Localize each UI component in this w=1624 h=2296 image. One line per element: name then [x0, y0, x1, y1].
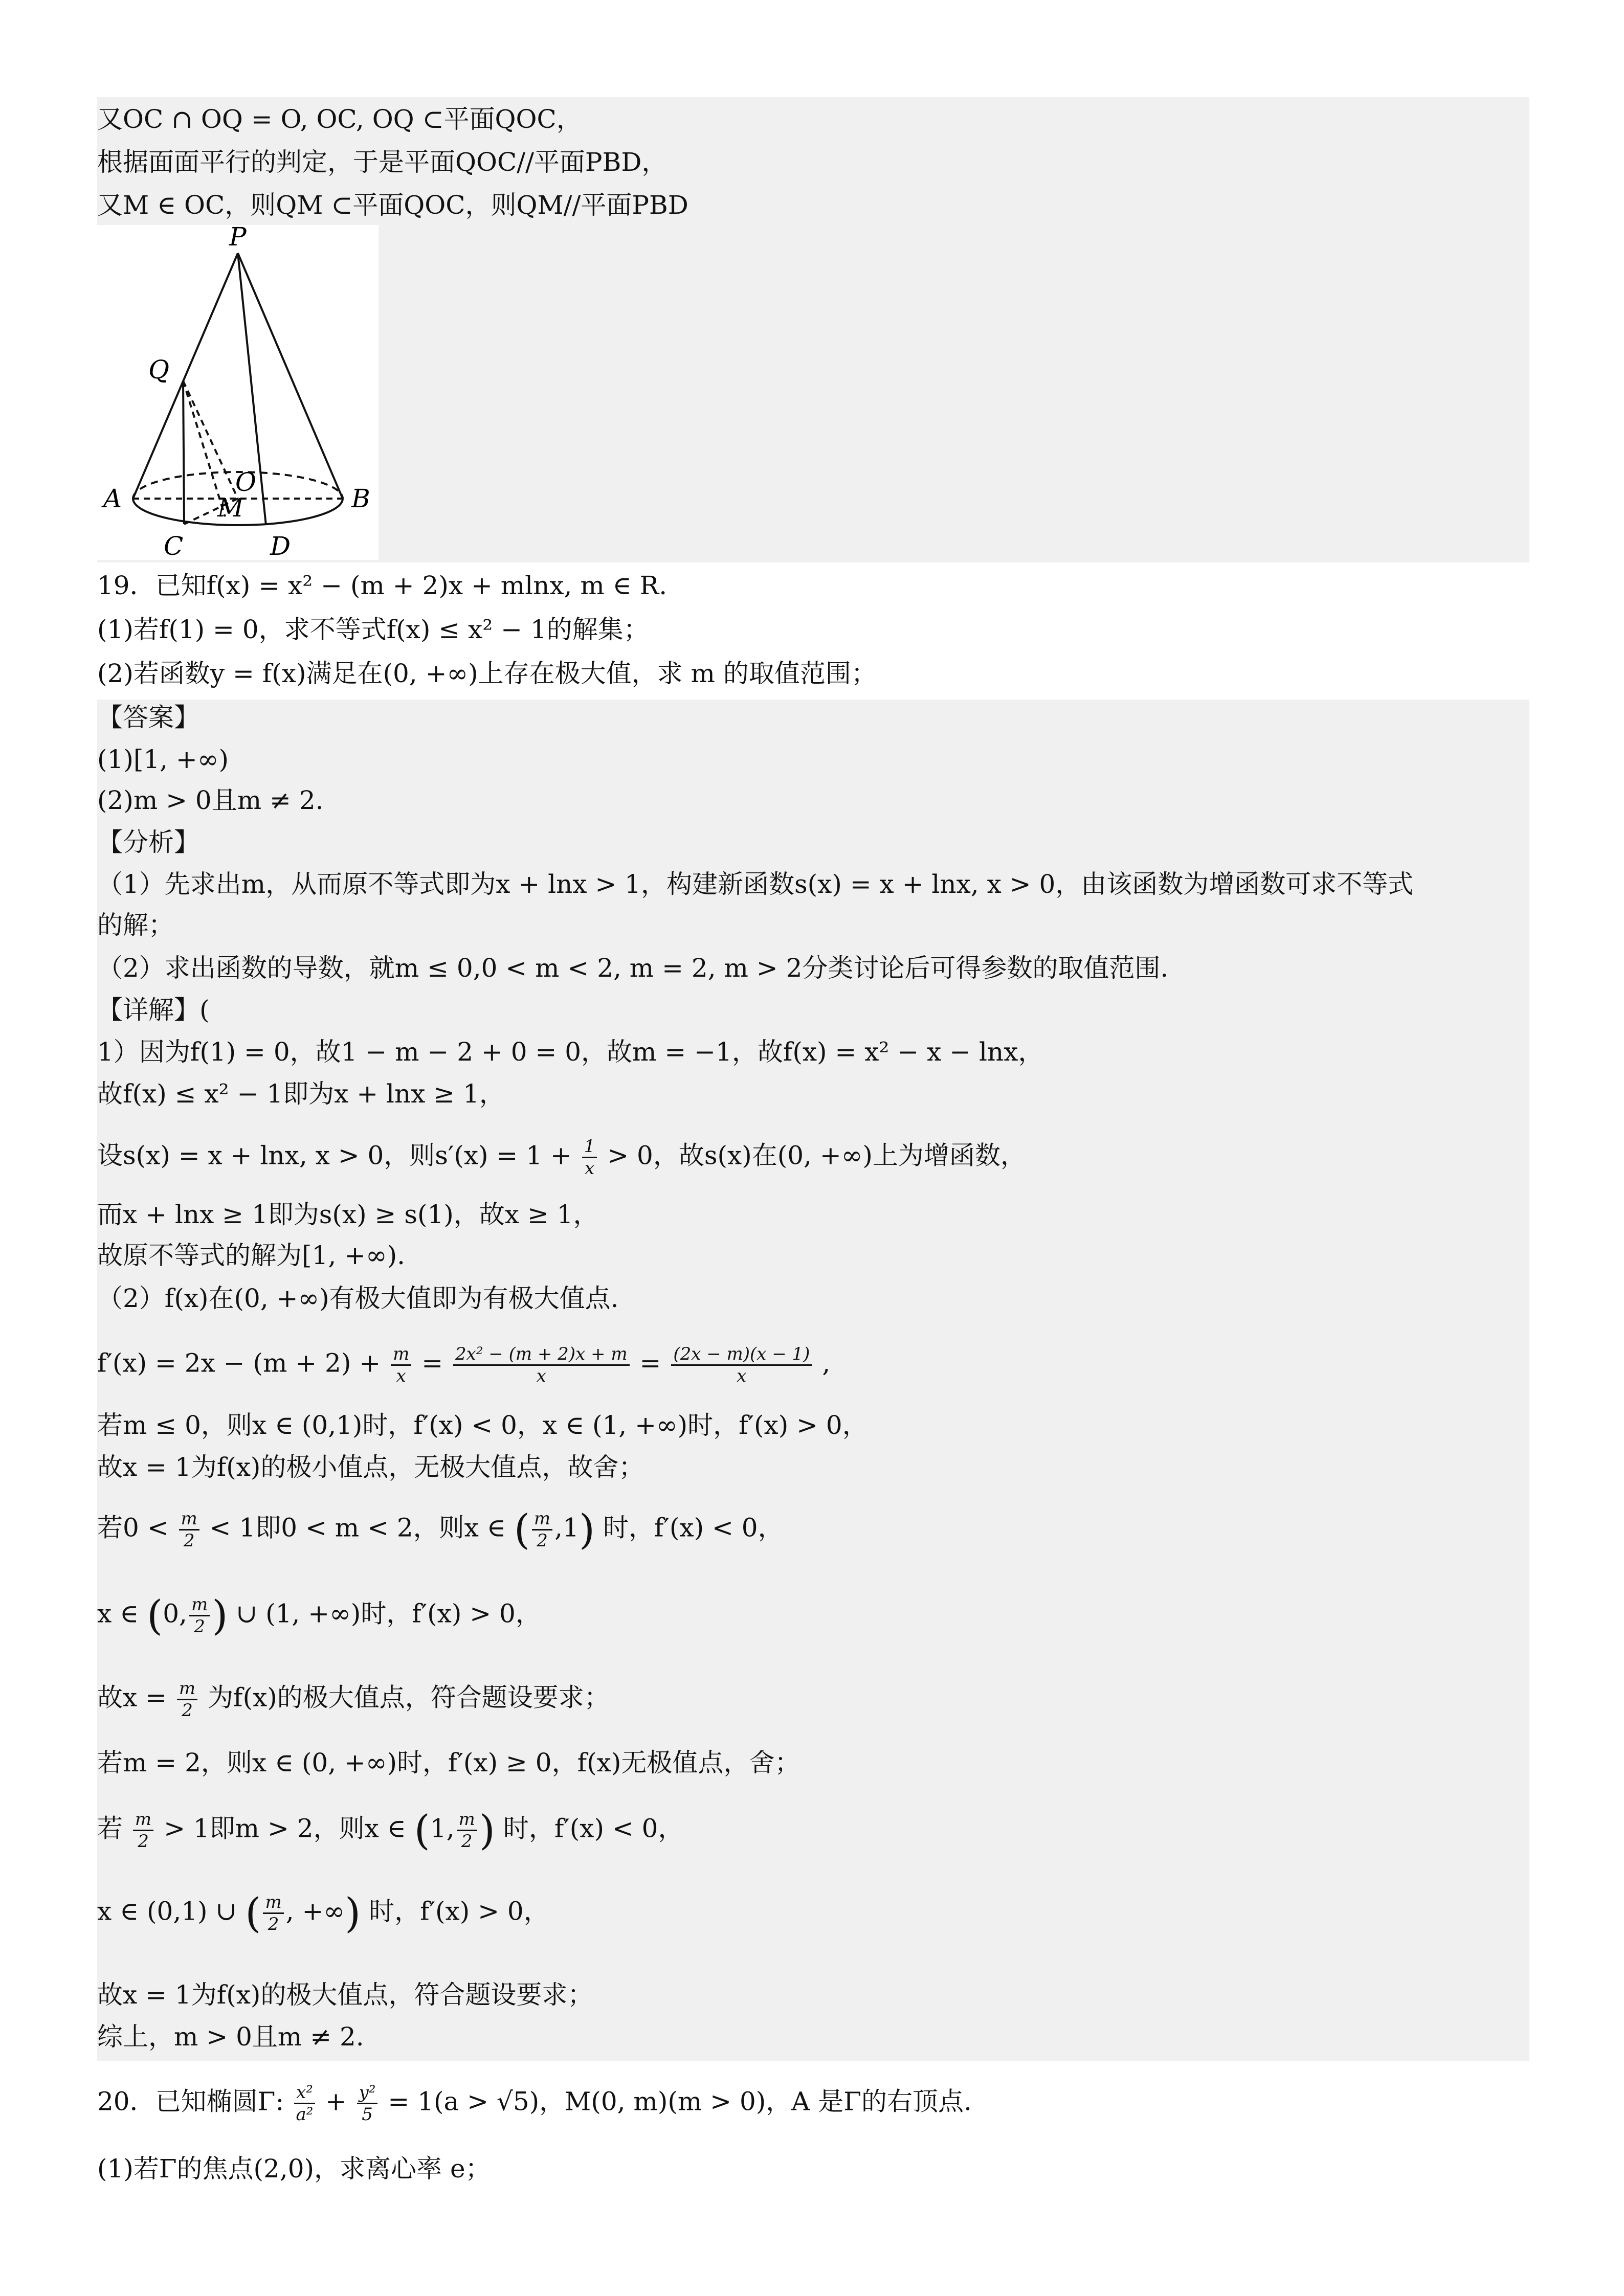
analysis-1b: 的解； [97, 910, 174, 940]
analysis-title: 【分析】 [97, 827, 199, 857]
fraction-m-over-x: $\frac{m}{x}$ [391, 1344, 411, 1386]
detail-2: 故f(x) ≤ x² − 1即为x + lnx ≥ 1， [97, 1079, 505, 1109]
label-M: M [217, 493, 244, 523]
detail-8: 若m ≤ 0，则x ∈ (0,1)时，f′(x) < 0，x ∈ (1, +∞)时，f′(x) > 0， [97, 1410, 868, 1440]
fraction-derivative-expanded: $\frac{\text{2x² − (m + 2)x + m}}{x}$ [453, 1344, 630, 1386]
detail-14: 若 $\frac{m}{2}$ > 1即m > 2，则x ∈ (1, $\frac{m}{2}$ ) 时，f′(x) < 0， [97, 1806, 684, 1854]
detail-10: 若0 < $\frac{m}{2}$ < 1即0 < m < 2，则x ∈ ( $\frac{m}{2}$ ,1) 时，f′(x) < 0， [97, 1505, 784, 1554]
detail-6: （2）f(x)在(0, +∞)有极大值即为有极大值点. [97, 1284, 619, 1313]
detail-3-b: > 0，故s(x)在(0, +∞)上为增函数， [607, 1140, 1026, 1170]
q20-stem: 20．已知椭圆Γ: $\frac{\text{x²}}{\text{a²}}$ + $\frac{\text{y²}}{5}$ = 1(a > √5)，M(0, m)(m > 0)，A 是Γ的右顶点. [97, 2082, 972, 2125]
detail-17: 综上，m > 0且m ≠ 2. [97, 2022, 364, 2052]
label-P: P [229, 225, 247, 252]
q19-part1: (1)若f(1) = 0，求不等式f(x) ≤ x² − 1的解集； [97, 615, 649, 644]
label-C: C [164, 531, 184, 560]
detail-11: x ∈ (0, $\frac{m}{2}$ ) ∪ (1, +∞)时，f′(x) > 0， [97, 1591, 541, 1639]
detail-13: 若m = 2，则x ∈ (0, +∞)时，f′(x) ≥ 0，f(x)无极值点，舍； [97, 1748, 800, 1777]
label-A: A [103, 484, 122, 513]
answer-1: (1)[1, +∞) [97, 745, 229, 774]
detail-9: 故x = 1为f(x)的极小值点，无极大值点，故舍； [97, 1452, 644, 1482]
analysis-2: （2）求出函数的导数，就m ≤ 0,0 < m < 2, m = 2, m > 2分类讨论后可得参数的取值范围. [97, 953, 1169, 983]
detail-1: 1）因为f(1) = 0，故1 − m − 2 + 0 = 0，故m = −1，故f(x) = x² − x − lnx， [97, 1037, 1044, 1067]
answer-2: (2)m > 0且m ≠ 2. [97, 785, 324, 815]
fraction-derivative-factored: $\frac{(2x - m)(x - 1)}{x}$ [671, 1344, 812, 1386]
q18-line-3: 又M ∈ OC，则QM ⊂平面QOC，则QM//平面PBD [97, 190, 688, 220]
analysis-1a: （1）先求出m，从而原不等式即为x + lnx > 1，构建新函数s(x) = x + lnx, x > 0，由该函数为增函数可求不等式 [97, 869, 1414, 899]
detail-7: f′(x) = 2x − (m + 2) + $\frac{m}{x}$ = $\frac{\text{2x² − (m + 2)x + m}}{x}$ = $\frac{(2x - m)(x - 1)}{x}$ , [97, 1344, 831, 1386]
q19-part2: (2)若函数y = f(x)满足在(0, +∞)上存在极大值，求 m 的取值范围； [97, 659, 877, 688]
label-D: D [270, 531, 291, 560]
fraction-m-over-2: $\frac{m}{2}$ [179, 1509, 199, 1551]
cone-figure [97, 225, 379, 560]
q20-part1: (1)若Γ的焦点(2,0)，求离心率 e； [97, 2154, 491, 2184]
answer-title: 【答案】 [97, 703, 199, 732]
detail-15: x ∈ (0,1) ∪ ( $\frac{m}{2}$ , +∞) 时，f′(x) > 0， [97, 1889, 549, 1937]
q19-stem: 19．已知f(x) = x² − (m + 2)x + mlnx, m ∈ R. [97, 571, 668, 600]
detail-title: 【详解】( [97, 995, 210, 1025]
label-Q: Q [148, 355, 169, 385]
detail-3 [97, 1136, 1026, 1179]
detail-5: 故原不等式的解为[1, +∞). [97, 1241, 406, 1270]
label-B: B [351, 484, 370, 513]
detail-16: 故x = 1为f(x)的极大值点，符合题设要求； [97, 1980, 593, 2010]
detail-4: 而x + lnx ≥ 1即为s(x) ≥ s(1)，故x ≥ 1， [97, 1200, 599, 1229]
label-O: O [235, 467, 256, 497]
detail-12: 故x = $\frac{m}{2}$ 为f(x)的极大值点，符合题设要求； [97, 1678, 610, 1721]
detail-3-a: 设s(x) = x + lnx, x > 0，则s′(x) = 1 + [97, 1140, 572, 1170]
q18-line-1: 又OC ∩ OQ = O, OC, OQ ⊂平面QOC， [97, 104, 582, 134]
q18-line-2: 根据面面平行的判定，于是平面QOC//平面PBD， [97, 147, 668, 177]
fraction-1-over-x: $\frac{1}{x}$ [582, 1136, 597, 1179]
